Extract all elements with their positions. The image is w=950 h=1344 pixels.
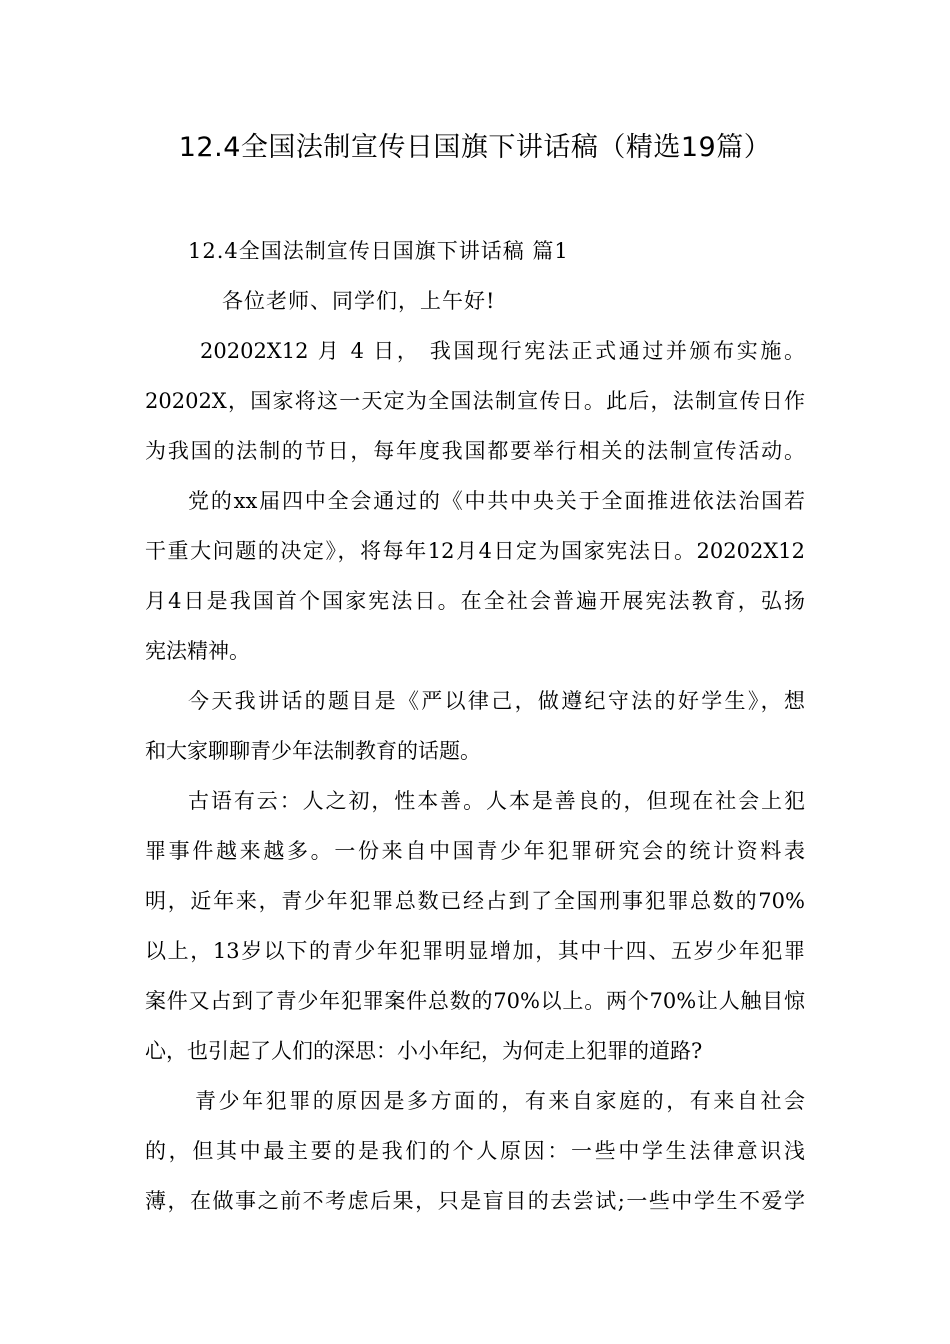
paragraph-line: 青少年犯罪的原因是多方面的，有来自家庭的，有来自社会	[195, 1089, 805, 1113]
document-title: 12.4全国法制宣传日国旗下讲话稿（精选19篇）	[178, 132, 772, 163]
greeting-line: 各位老师、同学们，上午好!	[222, 289, 496, 313]
paragraph-line: 20202X12 月 4 日， 我国现行宪法正式通过并颁布实施。	[200, 339, 805, 363]
paragraph-line: 明，近年来，青少年犯罪总数已经占到了全国刑事犯罪总数的70%	[145, 889, 805, 913]
paragraph-line: 月4日是我国首个国家宪法日。在全社会普遍开展宪法教育，弘扬	[145, 589, 805, 613]
paragraph-line: 以上，13岁以下的青少年犯罪明显增加，其中十四、五岁少年犯罪	[145, 939, 805, 963]
paragraph-line: 20202X，国家将这一天定为全国法制宣传日。此后，法制宣传日作	[145, 389, 805, 413]
paragraph-line: 今天我讲话的题目是《严以律己，做遵纪守法的好学生》，想	[188, 689, 805, 713]
paragraph-line: 薄，在做事之前不考虑后果，只是盲目的去尝试;一些中学生不爱学	[145, 1189, 805, 1213]
paragraph-line: 古语有云：人之初，性本善。人本是善良的，但现在社会上犯	[188, 789, 805, 813]
paragraph-line: 心，也引起了人们的深思：小小年纪，为何走上犯罪的道路?	[145, 1039, 703, 1063]
paragraph-line: 和大家聊聊青少年法制教育的话题。	[145, 739, 481, 763]
paragraph-line: 干重大问题的决定》，将每年12月4日定为国家宪法日。20202X12	[145, 539, 805, 563]
paragraph-line: 罪事件越来越多。一份来自中国青少年犯罪研究会的统计资料表	[145, 839, 805, 863]
paragraph-line: 宪法精神。	[145, 639, 250, 663]
paragraph-line: 为我国的法制的节日，每年度我国都要举行相关的法制宣传活动。	[145, 439, 805, 463]
paragraph-line: 的，但其中最主要的是我们的个人原因：一些中学生法律意识浅	[145, 1139, 805, 1163]
paragraph-line: 党的xx届四中全会通过的《中共中央关于全面推进依法治国若	[188, 489, 805, 513]
section-heading: 12.4全国法制宣传日国旗下讲话稿 篇1	[188, 239, 569, 263]
paragraph-line: 案件又占到了青少年犯罪案件总数的70%以上。两个70%让人触目惊	[145, 989, 805, 1013]
